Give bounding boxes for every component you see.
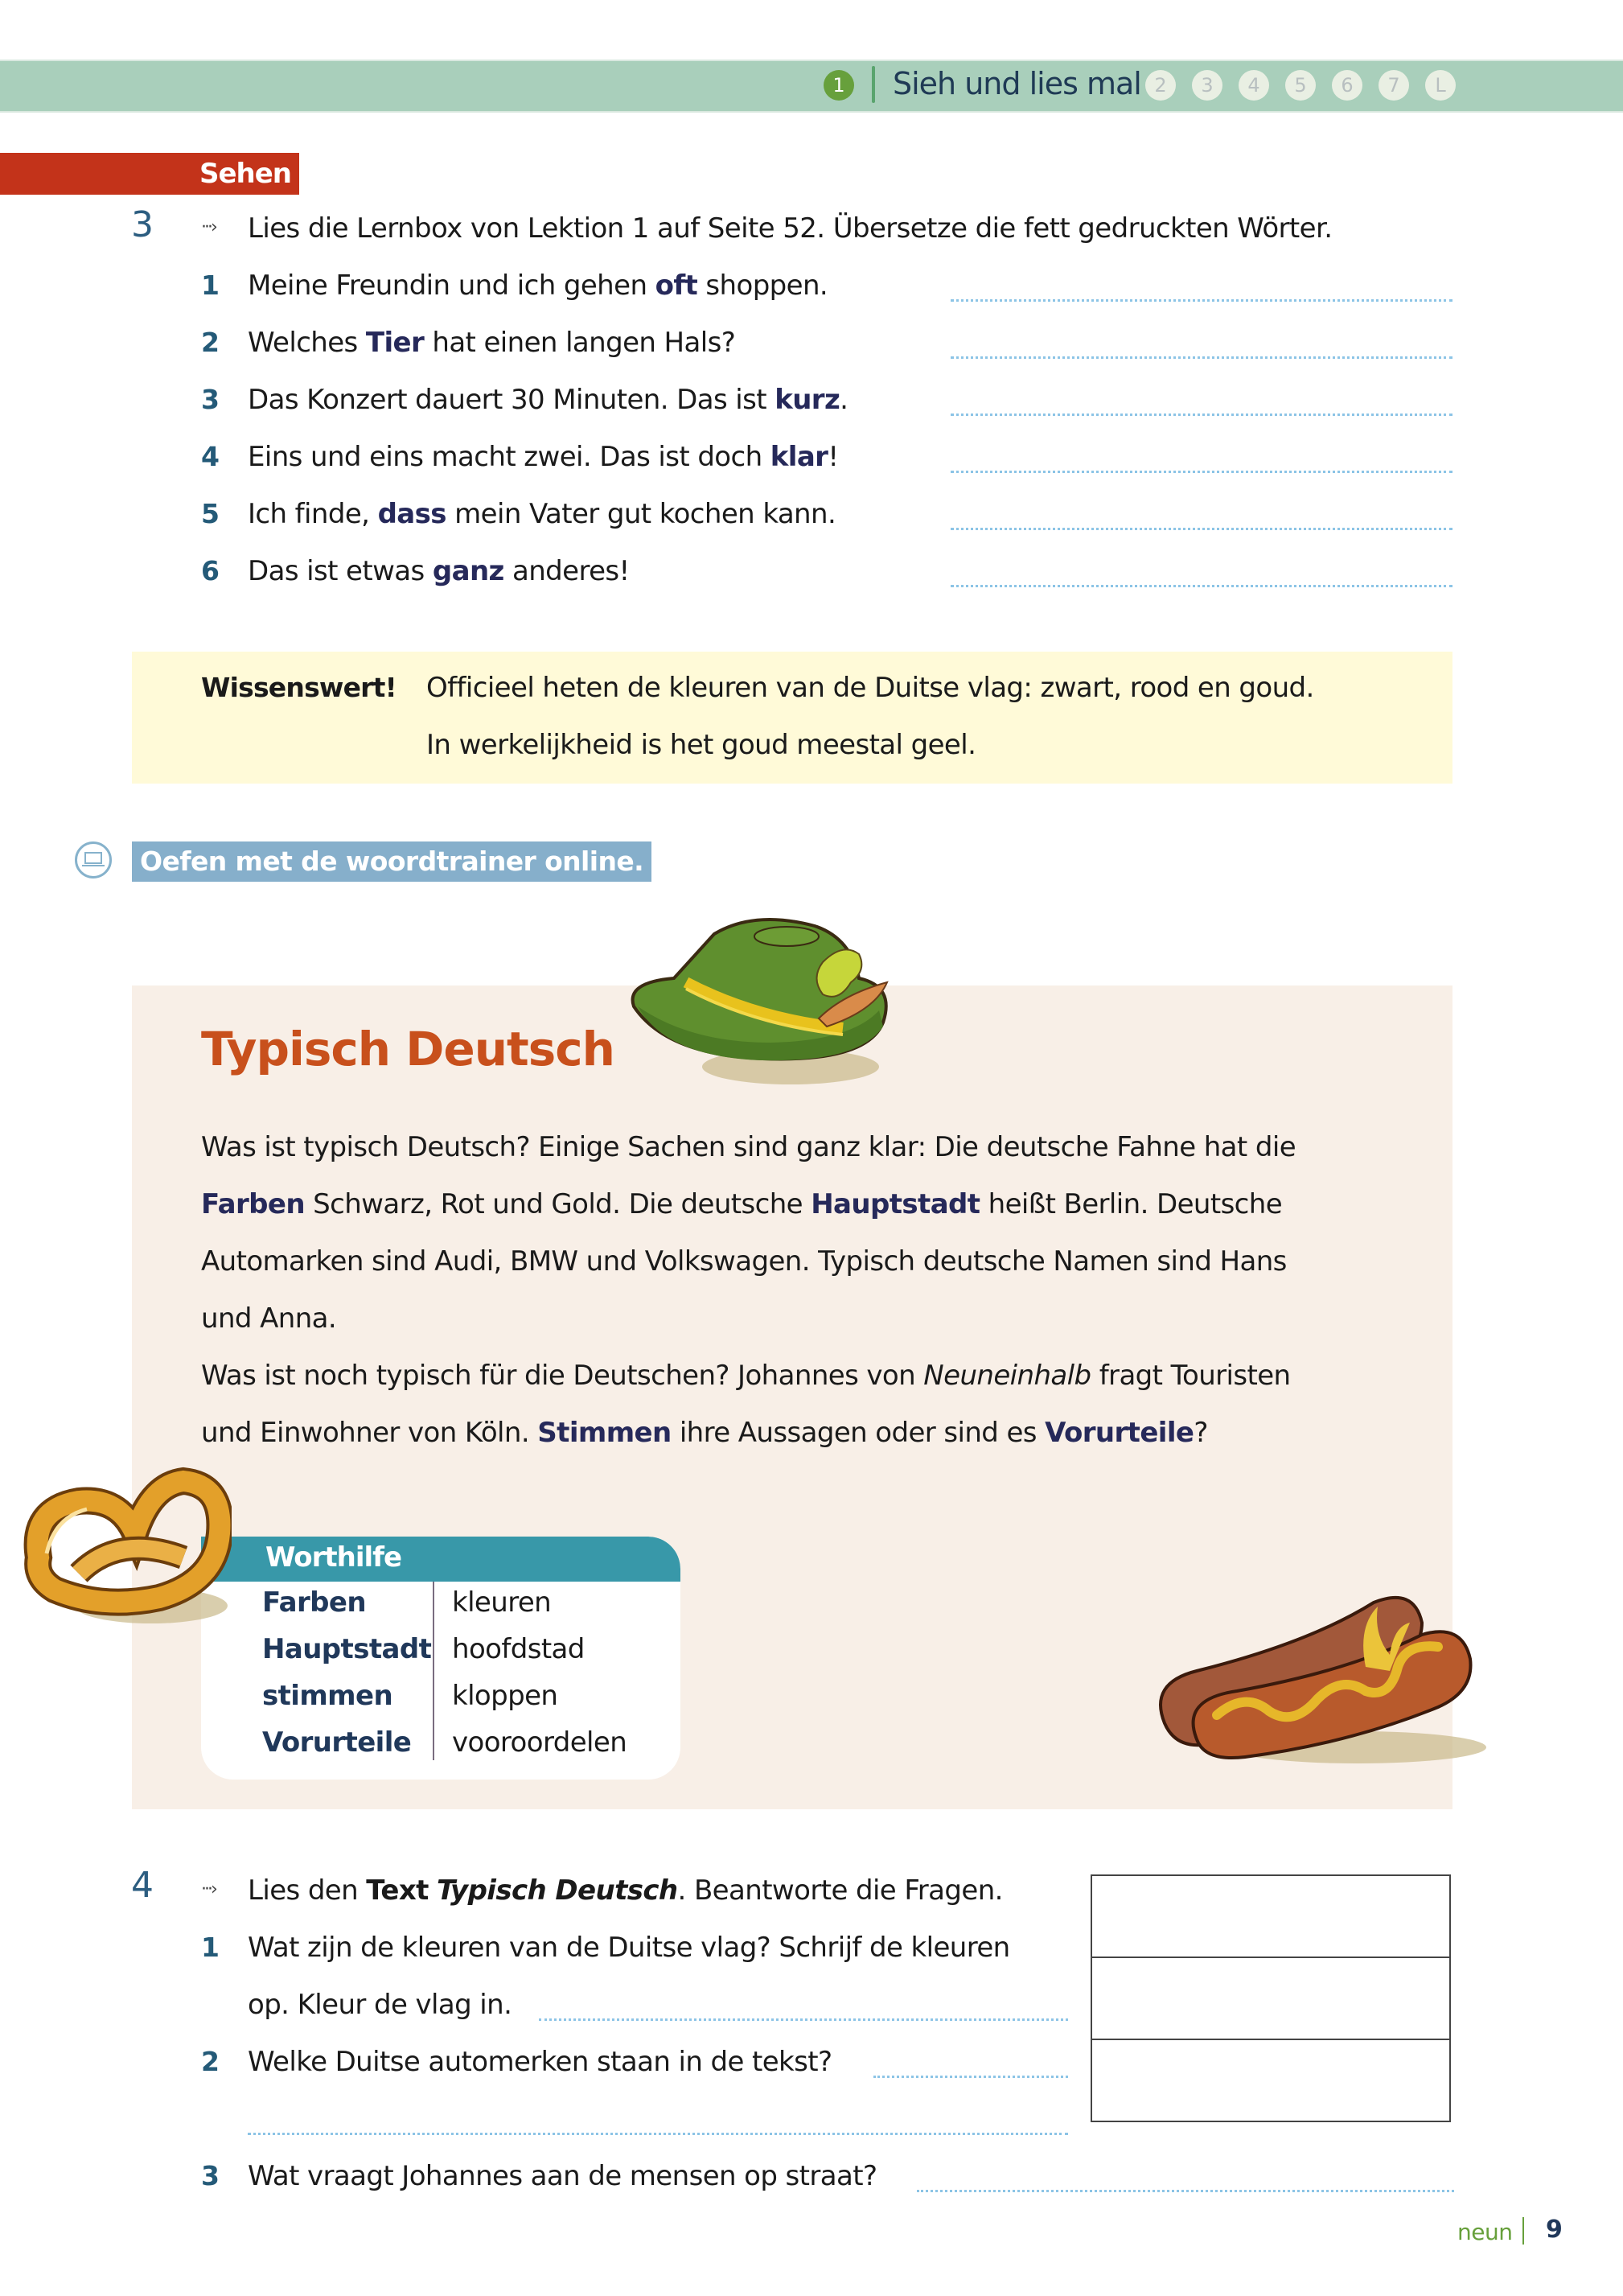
flag-coloring-area[interactable] <box>1091 1874 1451 2122</box>
answer-line-q1[interactable] <box>539 2018 1068 2021</box>
wissenswert-line-1: Officieel heten de kleuren van de Duitse vlag: zwart, rood en goud. <box>426 672 1314 704</box>
answer-line-1[interactable] <box>951 299 1452 302</box>
item-text: Das Konzert dauert 30 Minuten. Das ist <box>248 384 775 416</box>
nav-step-2[interactable]: 2 <box>1145 70 1176 101</box>
nav-step-6[interactable]: 6 <box>1332 70 1362 101</box>
instr-bold: Text <box>366 1874 429 1907</box>
nav-step-7[interactable]: 7 <box>1379 70 1409 101</box>
item-number: 1 <box>201 1932 220 1963</box>
exercise-3-item-4 <box>248 441 838 473</box>
nav-divider <box>872 66 875 103</box>
item-number: 4 <box>201 441 220 472</box>
item-text: mein Vater gut kochen kann. <box>446 498 836 530</box>
worthilfe-nl: kloppen <box>452 1680 558 1712</box>
item-number: 3 <box>201 2160 220 2191</box>
instr-text: Lies den <box>248 1874 367 1907</box>
item-bold-word: klar <box>770 441 828 473</box>
item-text: Ich finde, <box>248 498 378 530</box>
worthilfe-title: Worthilfe <box>265 1541 402 1574</box>
arrow-icon: ···› <box>201 217 216 237</box>
item-text: hat einen langen Hals? <box>424 327 736 359</box>
exercise-4-q3: Wat vraagt Johannes aan de mensen op straat? <box>248 2160 877 2192</box>
reading-italic: Neuneinhalb <box>923 1360 1091 1392</box>
answer-line-2[interactable] <box>951 356 1452 359</box>
worthilfe-nl: vooroordelen <box>452 1726 627 1759</box>
reading-line-5 <box>201 1360 1290 1392</box>
item-text: Eins und eins macht zwei. Das ist doch <box>248 441 770 473</box>
item-number: 3 <box>201 384 220 415</box>
answer-line-5[interactable] <box>951 528 1452 530</box>
section-label-sehen <box>0 153 299 195</box>
footer-divider <box>1522 2217 1524 2245</box>
bratwurst-illustration <box>1148 1578 1494 1771</box>
worthilfe-nl: hoofdstad <box>452 1633 585 1665</box>
exercise-4-number: 4 <box>131 1865 154 1906</box>
answer-line-4[interactable] <box>951 471 1452 473</box>
instr-text: . Beantworte die Fragen. <box>677 1874 1003 1907</box>
item-text: anderes! <box>503 555 630 587</box>
exercise-3-item-1 <box>248 270 828 302</box>
nav-step-5[interactable]: 5 <box>1285 70 1316 101</box>
worthilfe-nl: kleuren <box>452 1586 552 1619</box>
exercise-3-item-5 <box>248 498 836 530</box>
wissenswert-line-2: In werkelijkheid is het goud meestal geel. <box>426 729 976 761</box>
nav-step-l[interactable]: L <box>1425 70 1456 101</box>
exercise-3-instruction: Lies die Lernbox von Lektion 1 auf Seite 52. Übersetze die fett gedruckten Wörter. <box>248 212 1333 245</box>
flag-stripe-middle[interactable] <box>1092 1958 1449 2040</box>
answer-line-6[interactable] <box>951 585 1452 587</box>
item-bold-word: Tier <box>365 327 425 359</box>
item-text: Das ist etwas <box>248 555 433 587</box>
exercise-4-q2: Welke Duitse automerken staan in de tekst? <box>248 2046 832 2078</box>
worthilfe-de: Hauptstadt <box>262 1633 432 1665</box>
pretzel-illustration <box>23 1461 232 1630</box>
item-number: 5 <box>201 498 220 529</box>
flag-stripe-top[interactable] <box>1092 1876 1449 1958</box>
exercise-3-number: 3 <box>131 204 154 245</box>
reading-text: Schwarz, Rot und Gold. Die deutsche <box>304 1188 812 1220</box>
item-bold-word: oft <box>655 270 698 302</box>
item-text: shoppen. <box>697 270 828 302</box>
item-bold-word: ganz <box>432 555 504 587</box>
worthilfe-divider <box>433 1582 434 1760</box>
item-text: Meine Freundin und ich gehen <box>248 270 655 302</box>
worthilfe-header <box>201 1537 680 1582</box>
woordtrainer-online-link[interactable]: Oefen met de woordtrainer online. <box>132 841 651 882</box>
exercise-4-q1-line-1: Wat zijn de kleuren van de Duitse vlag? Schrijf de kleuren <box>248 1932 1010 1964</box>
flag-stripe-bottom[interactable] <box>1092 2040 1449 2122</box>
worthilfe-de: Farben <box>262 1586 366 1619</box>
tyrolean-hat-illustration <box>618 906 899 1091</box>
reading-line-2 <box>201 1188 1282 1220</box>
bold-word: Stimmen <box>537 1417 672 1449</box>
reading-line-6 <box>201 1417 1208 1449</box>
reading-text: Was ist noch typisch für die Deutschen? Johannes von <box>201 1360 924 1392</box>
item-text: . <box>840 384 848 416</box>
item-number: 2 <box>201 327 220 358</box>
reading-line-3: Automarken sind Audi, BMW und Volkswagen. Typisch deutsche Namen sind Hans <box>201 1245 1287 1278</box>
bold-word: Vorurteile <box>1045 1417 1194 1449</box>
page-word: neun <box>1457 2219 1513 2245</box>
arrow-icon: ···› <box>201 1879 216 1899</box>
reading-line-1: Was ist typisch Deutsch? Einige Sachen sind ganz klar: Die deutsche Fahne hat die <box>201 1131 1296 1163</box>
reading-text: ihre Aussagen oder sind es <box>671 1417 1046 1449</box>
instr-bold-italic: Typisch Deutsch <box>437 1874 678 1907</box>
section-label-text: Sehen <box>199 158 291 190</box>
answer-line-q2b[interactable] <box>248 2133 1068 2135</box>
answer-line-q3[interactable] <box>917 2190 1454 2192</box>
exercise-3-item-6 <box>248 555 630 587</box>
reading-line-4: und Anna. <box>201 1302 337 1335</box>
page-number: 9 <box>1546 2216 1563 2244</box>
exercise-4-instruction <box>248 1874 1003 1907</box>
item-number: 2 <box>201 2046 220 2077</box>
reading-title: Typisch Deutsch <box>201 1022 614 1076</box>
item-bold-word: kurz <box>775 384 840 416</box>
bold-word: Hauptstadt <box>811 1188 980 1220</box>
exercise-3-item-2 <box>248 327 735 359</box>
answer-line-3[interactable] <box>951 414 1452 416</box>
bold-word: Farben <box>201 1188 305 1220</box>
worthilfe-de: stimmen <box>262 1680 393 1712</box>
exercise-3-item-3 <box>248 384 848 416</box>
nav-step-active[interactable]: 1 <box>824 70 854 101</box>
nav-step-4[interactable]: 4 <box>1239 70 1269 101</box>
item-text: ! <box>828 441 839 473</box>
reading-text: heißt Berlin. Deutsche <box>980 1188 1283 1220</box>
reading-text: fragt Touristen <box>1091 1360 1291 1392</box>
wissenswert-label: Wissenswert! <box>201 672 397 703</box>
lesson-title: Sieh und lies mal <box>893 66 1141 101</box>
answer-line-q2a[interactable] <box>873 2076 1068 2078</box>
reading-text: und Einwohner von Köln. <box>201 1417 538 1449</box>
worthilfe-de: Vorurteile <box>262 1726 412 1759</box>
exercise-4-q1-line-2: op. Kleur de vlag in. <box>248 1989 512 2021</box>
nav-step-3[interactable]: 3 <box>1192 70 1222 101</box>
worthilfe-box <box>201 1537 680 1780</box>
item-number: 6 <box>201 555 220 586</box>
laptop-icon[interactable] <box>75 841 112 878</box>
reading-text: ? <box>1194 1417 1208 1449</box>
item-number: 1 <box>201 270 220 301</box>
item-text: Welches <box>248 327 366 359</box>
item-bold-word: dass <box>377 498 446 530</box>
